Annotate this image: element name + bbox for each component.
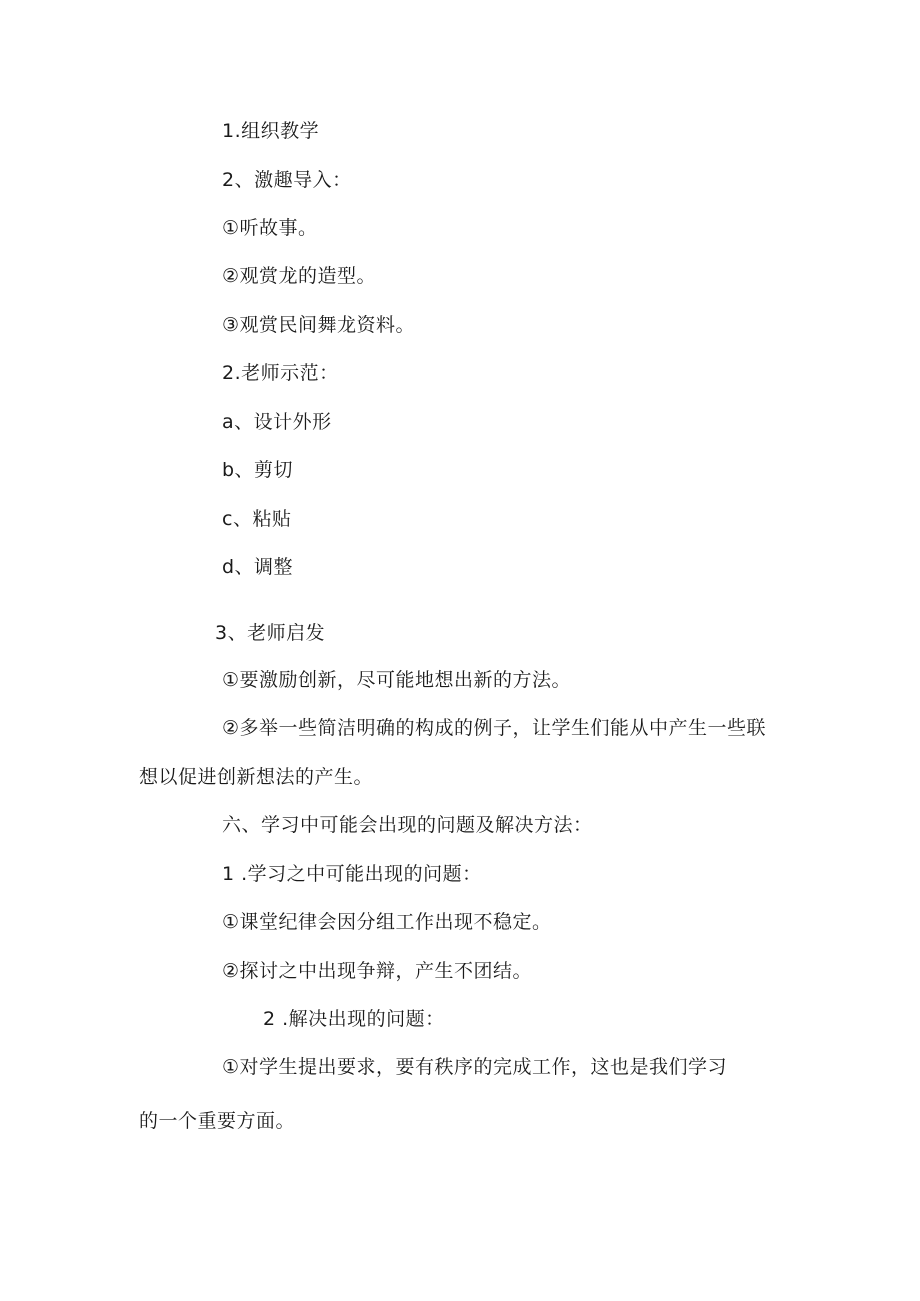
heading-possible-problems: 1 .学习之中可能出现的问题： [222, 863, 482, 885]
list-item-paste: c、粘贴 [222, 508, 292, 530]
heading-teacher-inspire: 3、老师启发 [215, 622, 326, 644]
heading-organize-teaching: 1.组织教学 [222, 120, 320, 142]
list-item-adjust: d、调整 [222, 556, 294, 578]
list-item-view-folk-dragon-dance: ③观赏民间舞龙资料。 [222, 314, 416, 336]
list-item-listen-story: ①听故事。 [222, 217, 318, 239]
paragraph-requirements-line-1: ①对学生提出要求，要有秩序的完成工作，这也是我们学习 [222, 1056, 728, 1078]
list-item-design-shape: a、设计外形 [222, 411, 332, 433]
paragraph-examples-line-1: ②多举一些简洁明确的构成的例子，让学生们能从中产生一些联 [222, 717, 767, 739]
paragraph-requirements-line-2: 的一个重要方面。 [139, 1110, 296, 1132]
list-item-discipline-unstable: ①课堂纪律会因分组工作出现不稳定。 [222, 911, 552, 933]
heading-solve-problems: 2 .解决出现的问题： [263, 1008, 445, 1030]
paragraph-encourage-innovation: ①要激励创新，尽可能地想出新的方法。 [222, 669, 572, 691]
list-item-disputes: ②探讨之中出现争辩，产生不团结。 [222, 960, 533, 982]
section-heading-problems-solutions: 六、学习中可能会出现的问题及解决方法： [222, 814, 593, 836]
paragraph-examples-line-2: 想以促进创新想法的产生。 [139, 766, 374, 788]
list-item-cut: b、剪切 [222, 459, 294, 481]
list-item-view-dragon-shape: ②观赏龙的造型。 [222, 265, 377, 287]
heading-teacher-demo: 2.老师示范： [222, 362, 339, 384]
heading-interest-intro: 2、激趣导入： [222, 169, 352, 191]
